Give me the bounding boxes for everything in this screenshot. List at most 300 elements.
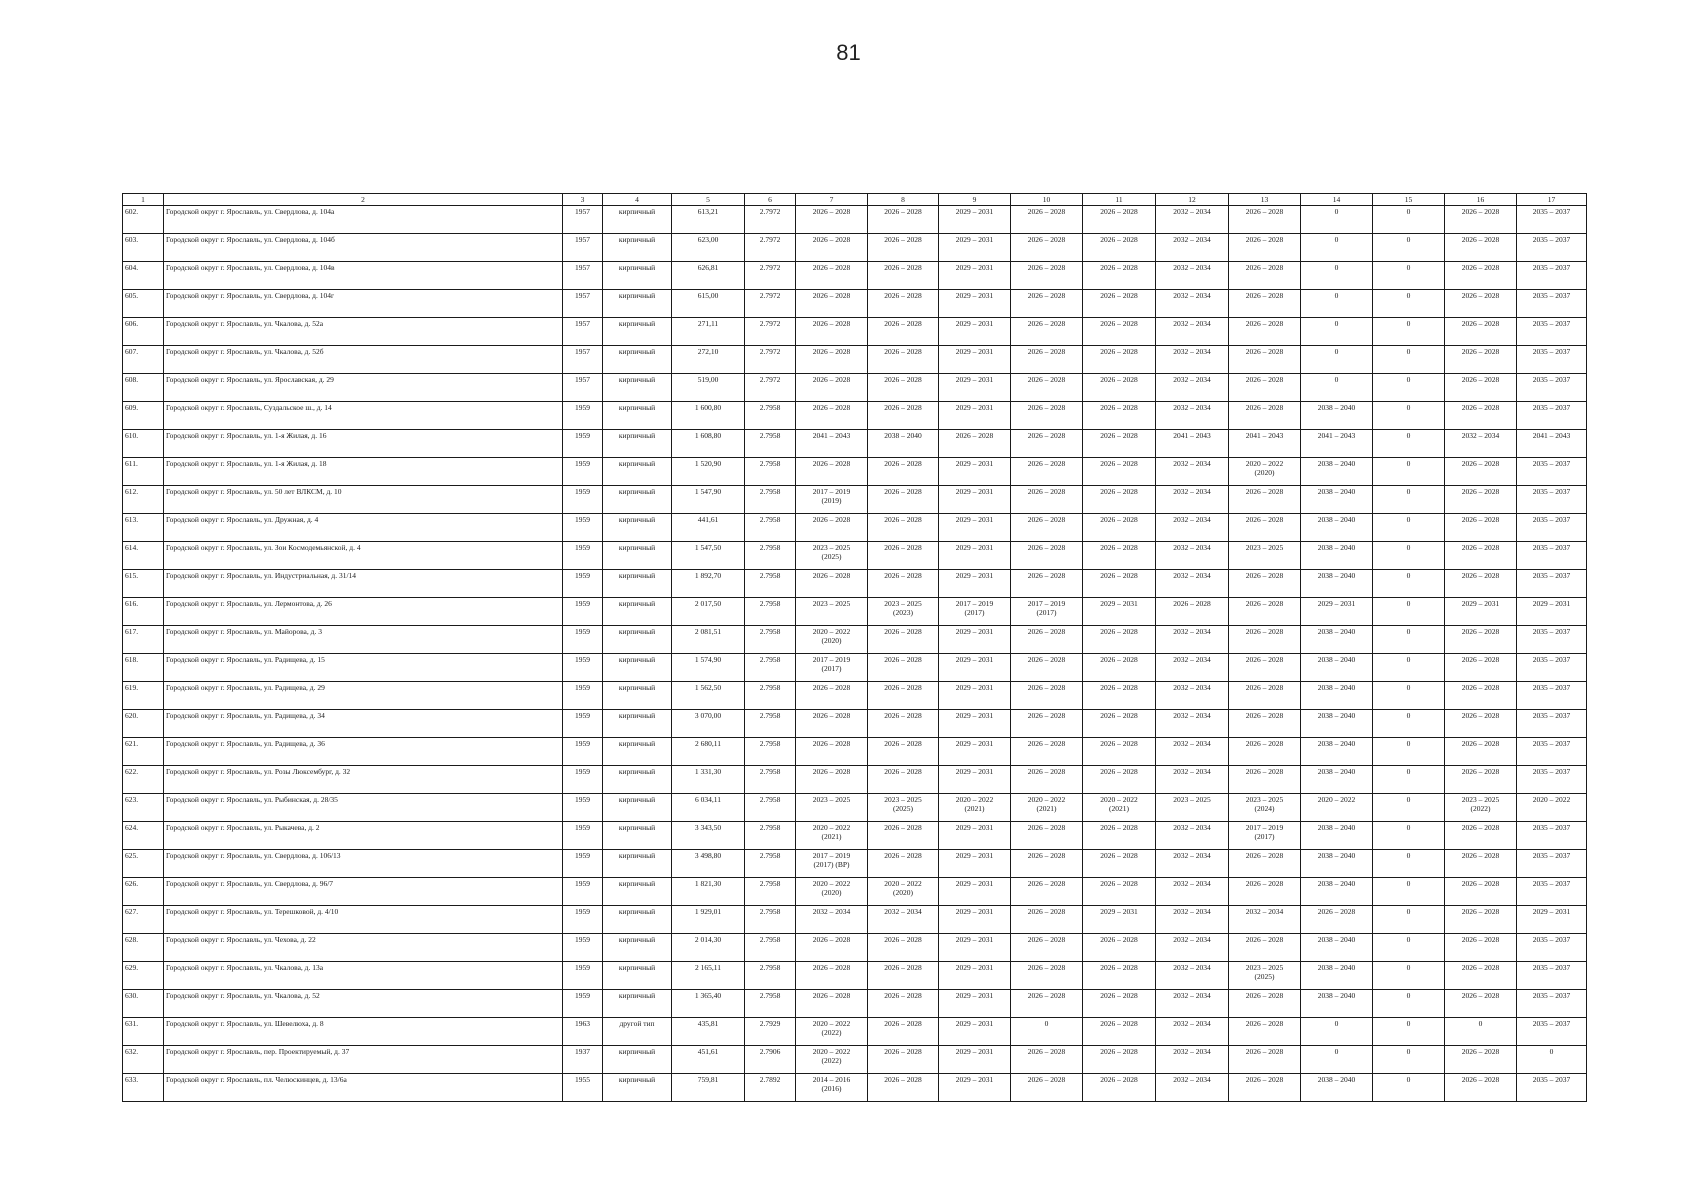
- table-cell: 2026 – 2028: [1229, 738, 1301, 766]
- table-cell: 2026 – 2028: [1083, 262, 1156, 290]
- table-cell: 2035 – 2037: [1517, 1018, 1587, 1046]
- table-cell: 0: [1301, 234, 1373, 262]
- column-number-header: 11: [1083, 194, 1156, 206]
- table-cell: 2.7972: [745, 290, 796, 318]
- table-cell: 2026 – 2028: [1229, 654, 1301, 682]
- table-cell: 1959: [563, 934, 603, 962]
- table-cell: 2026 – 2028: [1011, 402, 1083, 430]
- column-number-header: 2: [164, 194, 563, 206]
- table-cell: 626.: [123, 878, 164, 906]
- column-number-header: 9: [939, 194, 1011, 206]
- table-cell: 2035 – 2037: [1517, 850, 1587, 878]
- table-cell: 2026 – 2028: [1229, 486, 1301, 514]
- table-cell: кирпичный: [603, 430, 672, 458]
- table-cell: кирпичный: [603, 374, 672, 402]
- table-cell: 1959: [563, 626, 603, 654]
- table-cell: 2026 – 2028: [1229, 402, 1301, 430]
- table-cell: 2029 – 2031: [939, 766, 1011, 794]
- table-cell: 2026 – 2028: [868, 570, 939, 598]
- table-cell: 616.: [123, 598, 164, 626]
- table-cell: кирпичный: [603, 654, 672, 682]
- table-cell: 2026 – 2028: [796, 290, 868, 318]
- table-cell: 0: [1373, 1074, 1445, 1102]
- table-row: [123, 710, 1587, 738]
- table-cell: 2029 – 2031: [939, 934, 1011, 962]
- table-cell: 2026 – 2028: [868, 514, 939, 542]
- table-cell: 2026 – 2028: [796, 514, 868, 542]
- table-cell: 2026 – 2028: [1011, 346, 1083, 374]
- table-cell: 1959: [563, 710, 603, 738]
- table-cell: 2029 – 2031: [939, 514, 1011, 542]
- table-cell: 2026 – 2028: [1083, 430, 1156, 458]
- table-cell: 2038 – 2040: [1301, 878, 1373, 906]
- table-cell: 2026 – 2028: [1229, 682, 1301, 710]
- table-cell: 2020 – 2022 (2020): [796, 878, 868, 906]
- table-cell: 615.: [123, 570, 164, 598]
- table-cell: 2026 – 2028: [796, 990, 868, 1018]
- table-cell: 2026 – 2028: [1011, 682, 1083, 710]
- table-cell: 607.: [123, 346, 164, 374]
- table-cell: 2026 – 2028: [1445, 374, 1517, 402]
- table-cell: 2026 – 2028: [1011, 318, 1083, 346]
- table-cell: 603.: [123, 234, 164, 262]
- table-cell: 2026 – 2028: [1083, 766, 1156, 794]
- table-cell: 2026 – 2028: [1011, 206, 1083, 234]
- table-cell: 2026 – 2028: [1011, 1046, 1083, 1074]
- table-cell: 2032 – 2034: [1156, 766, 1229, 794]
- page-number: 81: [836, 40, 861, 65]
- table-cell: 1959: [563, 962, 603, 990]
- table-cell: 2038 – 2040: [1301, 654, 1373, 682]
- table-cell: 2.7958: [745, 906, 796, 934]
- table-cell: 2035 – 2037: [1517, 654, 1587, 682]
- table-cell: 2029 – 2031: [939, 822, 1011, 850]
- table-cell: 1957: [563, 262, 603, 290]
- table-cell: 2029 – 2031: [939, 234, 1011, 262]
- table-cell: 1959: [563, 878, 603, 906]
- table-cell: 608.: [123, 374, 164, 402]
- table-cell: 0: [1011, 1018, 1083, 1046]
- table-cell: 0: [1373, 710, 1445, 738]
- table-cell: 2026 – 2028: [868, 738, 939, 766]
- table-cell: 6 034,11: [672, 794, 745, 822]
- table-cell: 2026 – 2028: [868, 346, 939, 374]
- table-cell: 610.: [123, 430, 164, 458]
- table-cell: 2026 – 2028: [1445, 962, 1517, 990]
- table-cell: 2029 – 2031: [939, 1074, 1011, 1102]
- table-cell: 2026 – 2028: [1011, 962, 1083, 990]
- table-cell: 2029 – 2031: [939, 990, 1011, 1018]
- table-cell: 2035 – 2037: [1517, 262, 1587, 290]
- table-cell: 2032 – 2034: [1156, 850, 1229, 878]
- table-cell: 2038 – 2040: [1301, 514, 1373, 542]
- table-cell: Городской округ г. Ярославль, ул. Терешковой, д. 4/10: [164, 906, 563, 934]
- table-cell: 2032 – 2034: [796, 906, 868, 934]
- table-cell: 2.7958: [745, 878, 796, 906]
- table-cell: 2029 – 2031: [939, 542, 1011, 570]
- table-cell: 0: [1301, 262, 1373, 290]
- table-cell: 0: [1373, 486, 1445, 514]
- table-cell: 2026 – 2028: [1445, 458, 1517, 486]
- table-cell: 2038 – 2040: [1301, 710, 1373, 738]
- table-cell: 2026 – 2028: [1229, 206, 1301, 234]
- table-cell: 0: [1301, 318, 1373, 346]
- table-cell: 2020 – 2022 (2021): [796, 822, 868, 850]
- table-cell: 2026 – 2028: [1445, 1074, 1517, 1102]
- table-cell: 2.7958: [745, 514, 796, 542]
- table-row: [123, 290, 1587, 318]
- table-cell: 2026 – 2028: [1083, 990, 1156, 1018]
- table-cell: 1 547,50: [672, 542, 745, 570]
- table-cell: 451,61: [672, 1046, 745, 1074]
- table-cell: 2038 – 2040: [1301, 850, 1373, 878]
- table-cell: 2035 – 2037: [1517, 570, 1587, 598]
- table-cell: 2017 – 2019 (2017): [1011, 598, 1083, 626]
- table-cell: 2035 – 2037: [1517, 822, 1587, 850]
- table-cell: 0: [1373, 262, 1445, 290]
- table-cell: 2026 – 2028: [1445, 570, 1517, 598]
- table-cell: Городской округ г. Ярославль, пл. Челюскинцев, д. 13/6а: [164, 1074, 563, 1102]
- table-cell: 2017 – 2019 (2019): [796, 486, 868, 514]
- table-cell: 2035 – 2037: [1517, 402, 1587, 430]
- table-cell: 2026 – 2028: [1445, 850, 1517, 878]
- table-cell: 606.: [123, 318, 164, 346]
- table-cell: кирпичный: [603, 1046, 672, 1074]
- table-cell: 2032 – 2034: [1156, 402, 1229, 430]
- table-cell: 633.: [123, 1074, 164, 1102]
- table-cell: 0: [1373, 962, 1445, 990]
- table-cell: 2026 – 2028: [796, 570, 868, 598]
- table-cell: 2029 – 2031: [939, 710, 1011, 738]
- table-cell: 2026 – 2028: [1445, 318, 1517, 346]
- table-cell: 0: [1301, 290, 1373, 318]
- table-cell: 2026 – 2028: [1011, 990, 1083, 1018]
- table-cell: 2026 – 2028: [1229, 710, 1301, 738]
- table-cell: 2026 – 2028: [868, 1074, 939, 1102]
- table-cell: 626,81: [672, 262, 745, 290]
- table-cell: 1959: [563, 486, 603, 514]
- table-cell: 2026 – 2028: [1083, 710, 1156, 738]
- table-cell: 1 821,30: [672, 878, 745, 906]
- table-row: [123, 1018, 1587, 1046]
- table-cell: 0: [1373, 822, 1445, 850]
- table-row: [123, 878, 1587, 906]
- table-cell: 1959: [563, 570, 603, 598]
- table-cell: 2026 – 2028: [1445, 1046, 1517, 1074]
- table-cell: 2038 – 2040: [1301, 458, 1373, 486]
- table-cell: 1 574,90: [672, 654, 745, 682]
- table-row: [123, 682, 1587, 710]
- table-cell: 620.: [123, 710, 164, 738]
- table-cell: 2038 – 2040: [1301, 402, 1373, 430]
- table-cell: 1 562,50: [672, 682, 745, 710]
- table-cell: 2029 – 2031: [1517, 906, 1587, 934]
- table-cell: другой тип: [603, 1018, 672, 1046]
- table-cell: 617.: [123, 626, 164, 654]
- table-cell: 0: [1301, 206, 1373, 234]
- table-cell: 3 343,50: [672, 822, 745, 850]
- table-cell: кирпичный: [603, 822, 672, 850]
- table-cell: 2026 – 2028: [1445, 990, 1517, 1018]
- table-cell: 2032 – 2034: [1156, 346, 1229, 374]
- column-number-header: 5: [672, 194, 745, 206]
- table-cell: 605.: [123, 290, 164, 318]
- table-cell: 2032 – 2034: [1156, 262, 1229, 290]
- table-cell: 2026 – 2028: [1445, 822, 1517, 850]
- table-cell: 2038 – 2040: [868, 430, 939, 458]
- table-cell: 2020 – 2022 (2021): [1083, 794, 1156, 822]
- table-cell: 2026 – 2028: [1445, 906, 1517, 934]
- table-cell: 2026 – 2028: [1229, 766, 1301, 794]
- table-cell: 2032 – 2034: [1156, 486, 1229, 514]
- table-cell: 1959: [563, 906, 603, 934]
- table-cell: 2.7929: [745, 1018, 796, 1046]
- table-cell: 2026 – 2028: [796, 738, 868, 766]
- table-cell: 2026 – 2028: [1083, 654, 1156, 682]
- table-cell: Городской округ г. Ярославль, ул. Радищева, д. 34: [164, 710, 563, 738]
- table-cell: 0: [1301, 1046, 1373, 1074]
- table-cell: 2026 – 2028: [1445, 514, 1517, 542]
- table-cell: 2032 – 2034: [1156, 682, 1229, 710]
- table-cell: Городской округ г. Ярославль, ул. Радищева, д. 15: [164, 654, 563, 682]
- table-cell: 2035 – 2037: [1517, 990, 1587, 1018]
- table-cell: 0: [1373, 934, 1445, 962]
- table-cell: 2026 – 2028: [868, 1046, 939, 1074]
- table-cell: 2038 – 2040: [1301, 766, 1373, 794]
- table-cell: 2026 – 2028: [796, 458, 868, 486]
- table-cell: кирпичный: [603, 458, 672, 486]
- table-row: [123, 990, 1587, 1018]
- table-cell: 2.7958: [745, 850, 796, 878]
- table-cell: 2026 – 2028: [796, 206, 868, 234]
- table-cell: 622.: [123, 766, 164, 794]
- table-cell: 2020 – 2022: [1517, 794, 1587, 822]
- table-cell: 0: [1373, 990, 1445, 1018]
- table-cell: 2029 – 2031: [939, 262, 1011, 290]
- table-cell: 2032 – 2034: [1156, 822, 1229, 850]
- table-cell: 2038 – 2040: [1301, 542, 1373, 570]
- table-cell: 2026 – 2028: [1083, 542, 1156, 570]
- table-cell: 2029 – 2031: [1301, 598, 1373, 626]
- table-cell: 2032 – 2034: [1156, 906, 1229, 934]
- table-cell: 2035 – 2037: [1517, 878, 1587, 906]
- table-cell: 2.7958: [745, 654, 796, 682]
- table-cell: 2026 – 2028: [1083, 206, 1156, 234]
- table-cell: 2.7958: [745, 962, 796, 990]
- table-cell: 2026 – 2028: [796, 766, 868, 794]
- table-cell: 618.: [123, 654, 164, 682]
- table-cell: 2026 – 2028: [868, 962, 939, 990]
- table-cell: 2026 – 2028: [868, 626, 939, 654]
- table-cell: 2032 – 2034: [1156, 514, 1229, 542]
- table-cell: 1957: [563, 206, 603, 234]
- table-cell: 2026 – 2028: [1011, 514, 1083, 542]
- table-cell: 2026 – 2028: [1011, 430, 1083, 458]
- table-cell: 2026 – 2028: [868, 766, 939, 794]
- table-cell: 2026 – 2028: [1083, 1046, 1156, 1074]
- table-cell: Городской округ г. Ярославль, ул. Чкалова, д. 52а: [164, 318, 563, 346]
- table-cell: 0: [1373, 766, 1445, 794]
- table-cell: 1 892,70: [672, 570, 745, 598]
- table-cell: 615,00: [672, 290, 745, 318]
- table-cell: 2026 – 2028: [1229, 598, 1301, 626]
- table-cell: 0: [1301, 374, 1373, 402]
- table-cell: 2029 – 2031: [939, 458, 1011, 486]
- table-cell: 2.7958: [745, 822, 796, 850]
- table-cell: 2026 – 2028: [1011, 878, 1083, 906]
- table-cell: 630.: [123, 990, 164, 1018]
- table-cell: 2035 – 2037: [1517, 710, 1587, 738]
- table-cell: 441,61: [672, 514, 745, 542]
- table-cell: 1957: [563, 290, 603, 318]
- table-cell: 0: [1373, 906, 1445, 934]
- table-cell: Городской округ г. Ярославль, ул. Чехова, д. 22: [164, 934, 563, 962]
- table-cell: 2035 – 2037: [1517, 766, 1587, 794]
- table-cell: 613.: [123, 514, 164, 542]
- table-cell: Городской округ г. Ярославль, ул. Свердлова, д. 104а: [164, 206, 563, 234]
- table-cell: 2032 – 2034: [1156, 206, 1229, 234]
- table-cell: 613,21: [672, 206, 745, 234]
- table-row: [123, 626, 1587, 654]
- table-cell: 2032 – 2034: [1156, 290, 1229, 318]
- table-cell: 2026 – 2028: [1083, 570, 1156, 598]
- table-cell: 2029 – 2031: [939, 1046, 1011, 1074]
- column-number-header: 6: [745, 194, 796, 206]
- table-cell: 2023 – 2025 (2025): [1229, 962, 1301, 990]
- table-cell: 2020 – 2022 (2020): [1229, 458, 1301, 486]
- table-cell: кирпичный: [603, 542, 672, 570]
- table-cell: 2026 – 2028: [1229, 626, 1301, 654]
- table-cell: 2032 – 2034: [1156, 458, 1229, 486]
- table-cell: 0: [1373, 206, 1445, 234]
- table-cell: 2029 – 2031: [939, 570, 1011, 598]
- table-cell: Городской округ г. Ярославль, ул. Розы Люксембург, д. 32: [164, 766, 563, 794]
- table-cell: 1 331,30: [672, 766, 745, 794]
- table-cell: 0: [1373, 402, 1445, 430]
- table-cell: 1959: [563, 766, 603, 794]
- table-cell: 2026 – 2028: [1229, 234, 1301, 262]
- table-cell: 2026 – 2028: [1011, 234, 1083, 262]
- table-cell: 0: [1373, 794, 1445, 822]
- table-cell: Городской округ г. Ярославль, ул. Лермонтова, д. 26: [164, 598, 563, 626]
- table-cell: 2026 – 2028: [1156, 598, 1229, 626]
- table-cell: 1957: [563, 346, 603, 374]
- table-cell: 0: [1373, 318, 1445, 346]
- table-cell: 2035 – 2037: [1517, 682, 1587, 710]
- table-cell: 2.7958: [745, 458, 796, 486]
- column-number-header: 3: [563, 194, 603, 206]
- table-cell: 2038 – 2040: [1301, 822, 1373, 850]
- table-cell: 1 608,80: [672, 430, 745, 458]
- table-cell: 2026 – 2028: [1229, 318, 1301, 346]
- table-cell: Городской округ г. Ярославль, ул. Рыбинская, д. 28/35: [164, 794, 563, 822]
- table-cell: 2023 – 2025: [796, 598, 868, 626]
- table-cell: 2.7972: [745, 374, 796, 402]
- table-row: [123, 962, 1587, 990]
- table-cell: кирпичный: [603, 486, 672, 514]
- table-cell: 2026 – 2028: [1011, 570, 1083, 598]
- table-row: [123, 402, 1587, 430]
- table-cell: 2029 – 2031: [939, 374, 1011, 402]
- table-cell: 2026 – 2028: [1445, 738, 1517, 766]
- table-cell: 2023 – 2025 (2025): [796, 542, 868, 570]
- table-row: [123, 318, 1587, 346]
- table-cell: 271,11: [672, 318, 745, 346]
- table-cell: 619.: [123, 682, 164, 710]
- table-cell: 2032 – 2034: [1445, 430, 1517, 458]
- table-cell: 2020 – 2022 (2022): [796, 1018, 868, 1046]
- table-row: [123, 234, 1587, 262]
- table-cell: Городской округ г. Ярославль, пер. Проектируемый, д. 37: [164, 1046, 563, 1074]
- table-cell: 2 165,11: [672, 962, 745, 990]
- table-cell: 0: [1373, 346, 1445, 374]
- table-cell: 2026 – 2028: [1445, 346, 1517, 374]
- table-cell: 1 520,90: [672, 458, 745, 486]
- table-cell: 2041 – 2043: [796, 430, 868, 458]
- table-cell: кирпичный: [603, 1074, 672, 1102]
- table-cell: 2026 – 2028: [796, 262, 868, 290]
- table-cell: 2026 – 2028: [1011, 542, 1083, 570]
- table-cell: 2026 – 2028: [1083, 374, 1156, 402]
- table-cell: 2.7972: [745, 318, 796, 346]
- column-number-header: 1: [123, 194, 164, 206]
- table-cell: кирпичный: [603, 626, 672, 654]
- column-number-header: 15: [1373, 194, 1445, 206]
- table-cell: 2032 – 2034: [1156, 962, 1229, 990]
- table-cell: 2032 – 2034: [1156, 234, 1229, 262]
- table-cell: кирпичный: [603, 234, 672, 262]
- table-cell: 2026 – 2028: [868, 234, 939, 262]
- table-cell: 2026 – 2028: [1229, 850, 1301, 878]
- table-cell: 519,00: [672, 374, 745, 402]
- table-cell: 2023 – 2025 (2023): [868, 598, 939, 626]
- table-cell: 2035 – 2037: [1517, 1074, 1587, 1102]
- table-cell: 2.7958: [745, 486, 796, 514]
- table-cell: 2038 – 2040: [1301, 962, 1373, 990]
- table-cell: 2026 – 2028: [1083, 1074, 1156, 1102]
- table-cell: 2026 – 2028: [796, 346, 868, 374]
- table-cell: кирпичный: [603, 290, 672, 318]
- table-cell: 1 547,90: [672, 486, 745, 514]
- table-cell: 2026 – 2028: [1083, 682, 1156, 710]
- table-cell: 0: [1301, 346, 1373, 374]
- table-cell: Городской округ г. Ярославль, ул. Свердлова, д. 104б: [164, 234, 563, 262]
- table-cell: кирпичный: [603, 850, 672, 878]
- table-cell: 2026 – 2028: [796, 374, 868, 402]
- table-cell: 0: [1373, 626, 1445, 654]
- table-cell: 2041 – 2043: [1517, 430, 1587, 458]
- table-cell: 2020 – 2022 (2020): [796, 626, 868, 654]
- table-cell: 2.7958: [745, 598, 796, 626]
- table-cell: 2035 – 2037: [1517, 934, 1587, 962]
- table-cell: 1959: [563, 682, 603, 710]
- table-cell: 1959: [563, 738, 603, 766]
- table-cell: 624.: [123, 822, 164, 850]
- column-number-header: 17: [1517, 194, 1587, 206]
- table-cell: 2026 – 2028: [796, 934, 868, 962]
- table-cell: 2.7892: [745, 1074, 796, 1102]
- table-cell: 1959: [563, 402, 603, 430]
- table-cell: 2023 – 2025 (2024): [1229, 794, 1301, 822]
- table-cell: 2026 – 2028: [1083, 486, 1156, 514]
- table-cell: кирпичный: [603, 570, 672, 598]
- table-cell: 1955: [563, 1074, 603, 1102]
- table-cell: 1959: [563, 794, 603, 822]
- table-cell: 2 680,11: [672, 738, 745, 766]
- table-cell: кирпичный: [603, 318, 672, 346]
- table-cell: 0: [1373, 290, 1445, 318]
- table-cell: 2026 – 2028: [1011, 710, 1083, 738]
